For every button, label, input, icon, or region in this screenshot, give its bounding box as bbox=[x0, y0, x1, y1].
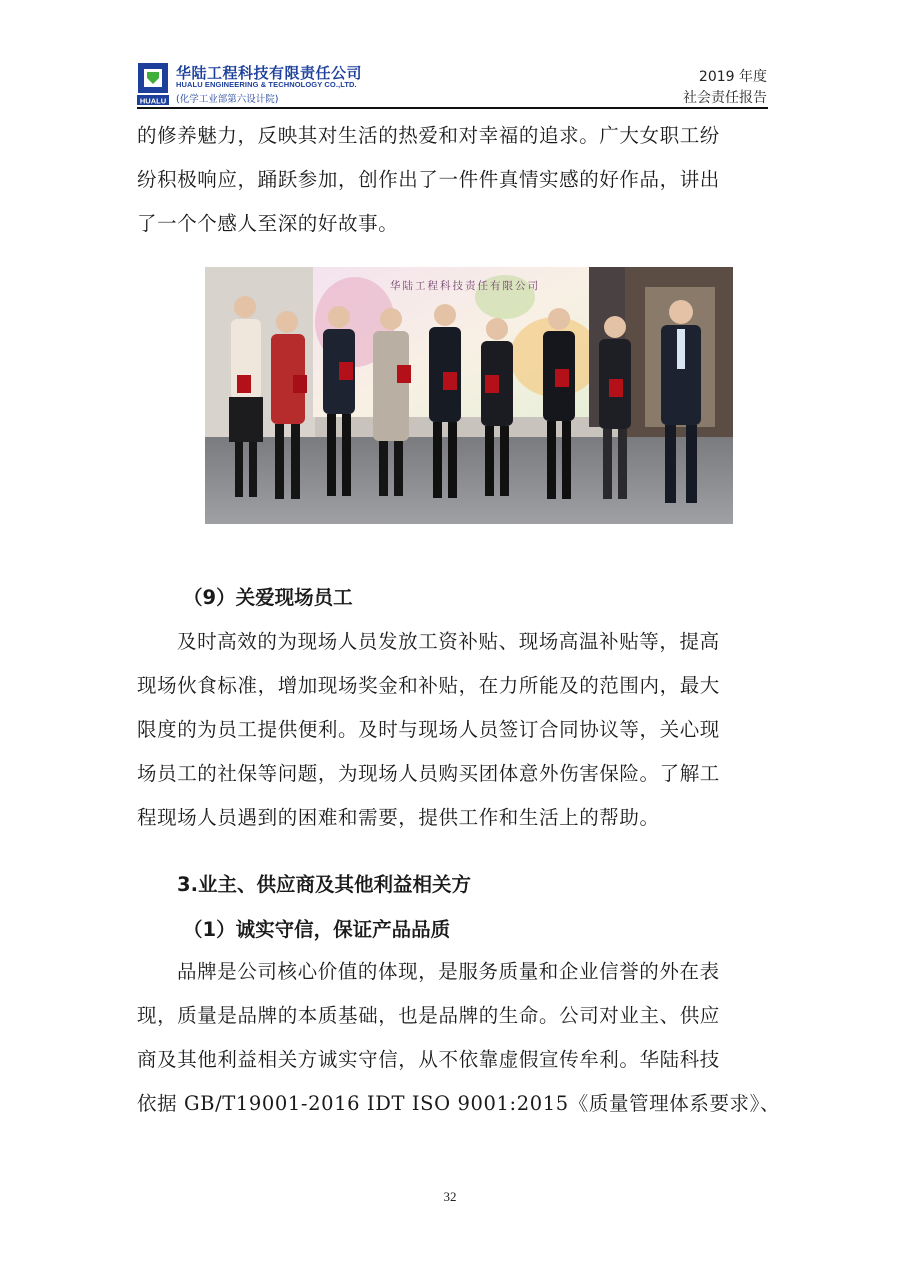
page-number: 32 bbox=[443, 1189, 457, 1204]
report-title: 社会责任报告 bbox=[683, 90, 767, 106]
text-line: 的修养魅力，反映其对生活的热爱和对幸福的追求。广大女职工纷 bbox=[137, 124, 720, 147]
header-divider bbox=[137, 107, 768, 109]
report-year: 2019 年度 bbox=[698, 69, 767, 85]
subsection-heading-1: （1）诚实守信，保证产品品质 bbox=[183, 918, 451, 941]
text-line: 品牌是公司核心价值的体现，是服务质量和企业信誉的外在表 bbox=[177, 960, 720, 983]
logo-wordmark: HUALU bbox=[139, 96, 167, 106]
hualu-logo-icon bbox=[137, 62, 169, 106]
text-line: 了一个个感人至深的好故事。 bbox=[137, 212, 399, 235]
section-heading-3: 3.业主、供应商及其他利益相关方 bbox=[177, 873, 471, 896]
text-line: 限度的为员工提供便利。及时与现场人员签订合同协议等，关心现 bbox=[137, 718, 720, 741]
text-line: 依据 GB/T19001-2016 IDT ISO 9001:2015《质量管理体系要求》、 bbox=[137, 1092, 781, 1115]
section-3-paragraph bbox=[137, 950, 781, 1126]
text-line: 场员工的社保等问题，为现场人员购买团体意外伤害保险。了解工 bbox=[137, 762, 720, 785]
banner-text: 华陆工程科技责任有限公司 bbox=[390, 280, 540, 292]
page-header bbox=[0, 0, 900, 112]
company-subtitle: (化学工业部第六设计院) bbox=[176, 94, 279, 105]
company-name-en: HUALU ENGINEERING & TECHNOLOGY CO.,LTD. bbox=[176, 80, 357, 89]
text-line: 纷积极响应，踊跃参加，创作出了一件件真情实感的好作品，讲出 bbox=[137, 168, 720, 191]
text-line: 现场伙食标准，增加现场奖金和补贴，在力所能及的范围内，最大 bbox=[137, 674, 720, 697]
text-line: 商及其他利益相关方诚实守信，从不依靠虚假宣传牟利。华陆科技 bbox=[137, 1048, 720, 1071]
intro-paragraph bbox=[137, 114, 761, 246]
text-line: 现，质量是品牌的本质基础，也是品牌的生命。公司对业主、供应 bbox=[137, 1004, 720, 1027]
section-9-paragraph bbox=[137, 620, 761, 840]
award-ceremony-photo bbox=[205, 267, 733, 524]
text-line: 及时高效的为现场人员发放工资补贴、现场高温补贴等，提高 bbox=[177, 630, 720, 653]
group-photo-illustration bbox=[205, 267, 733, 524]
text-line: 程现场人员遇到的困难和需要，提供工作和生活上的帮助。 bbox=[137, 806, 660, 829]
company-name-cn: 华陆工程科技有限责任公司 bbox=[176, 64, 363, 82]
section-heading-9: （9）关爱现场员工 bbox=[183, 586, 353, 609]
